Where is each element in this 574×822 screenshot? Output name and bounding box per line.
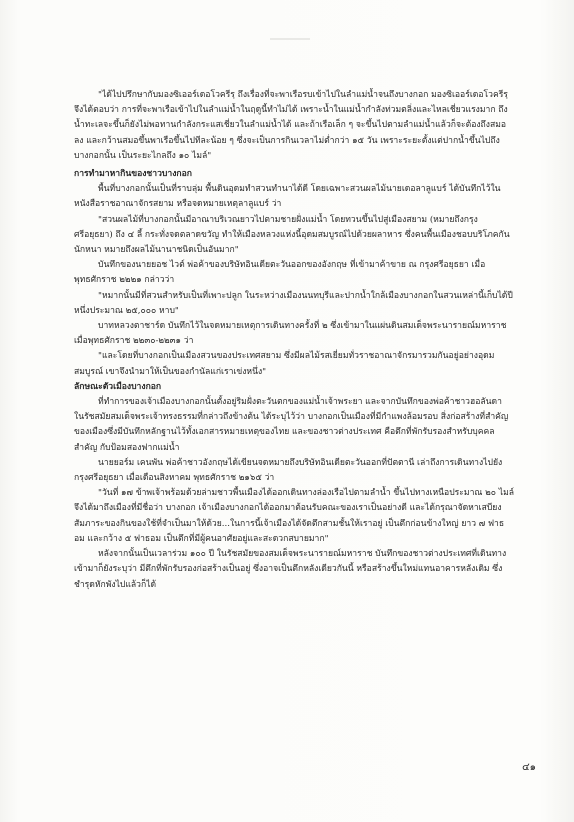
body-paragraph: บันทึกของนายยอช ไวต์ พ่อค้าของบริษัทอินเดียตะวันออกของอังกฤษ ที่เข้ามาค้าขาย ณ กรุงศรีอยุธยา เมื่อพุทธศักราช ๒๒๒๑ กล่าวว่า <box>74 260 486 286</box>
body-paragraph: นายยอร์ม เคนพัน พ่อค้าชาวอังกฤษได้เขียนจดหมายถึงบริษัทอินเดียตะวันออกที่ปัตตานี เล่าถึงการเดินทางไปยังกรุงศรีอยุธยา เมื่อเดือนสิงหาคม พุทธศักราช ๒๑๖๕ ว่า <box>74 457 503 484</box>
section-heading: การทำมาหากินของชาวบางกอก <box>74 169 192 180</box>
page-number: ๔๑ <box>522 762 536 773</box>
scan-artifact <box>270 38 310 40</box>
quote-paragraph: "และโดยที่บางกอกเป็นเมืองสวนของประเทศสยาม ซึ่งมีผลไม้รสเยี่ยมทั่วราชอาณาจักรมารวมกันอยู่อย่างอุดมสมบูรณ์ เขาจึงนำมาให้เป็นของกำนัลแก่เราเข่งหนึ่ง" <box>74 351 495 377</box>
quote-paragraph: "ได้ไปปรึกษากับมองซิเออร์เดอโวครีรฺ ถึงเรื่องที่จะพาเรือรบเข้าไปในลำแม่น้ำจนถึงบางกอก มองซิเออร์เดอโวครีรฺ จึงได้ตอบว่า การที่จะพาเรือเข้าไปในลำแม่น้ำในฤดูนี้ทำไม่ได้ เพราะน้ำในแม่น้ำกำลังท่วมตลิ่งและไหลเชี่ยวแรงมาก ถึงน้ำทะเลจะขึ้นก็ยังไม่พอทานกำลังกระแสเชี่ยวในลำแม่น้ำได้ และถ้าเรือเล็ก ๆ จะขึ้นไปตามลำแม่น้ำแล้วก็จะต้องถึงสมอลง และกว้านสมอขึ้นพาเรือขึ้นไปทีละน้อย ๆ ซึ่งจะเป็นการกินเวลาไม่ต่ำกว่า ๑๕ วัน เพราะระยะตั้งแต่ปากน้ำขึ้นไปถึงบางกอกนั้น เป็นระยะไกลถึง ๑๐ ไมล์" <box>74 90 508 161</box>
document-body <box>74 88 514 593</box>
body-paragraph: หลังจากนั้นเป็นเวลาร่วม ๑๐๐ ปี ในรัชสมัยของสมเด็จพระนารายณ์มหาราช บันทึกของชาวต่างประเทศที่เดินทางเข้ามาก็ยังระบุว่า มีตึกที่พักรับรองก่อสร้างเป็นอยู่ ซึ่งอาจเป็นตึกหลังเดียวกันนี้ หรือสร้างขึ้นใหม่แทนอาคารหลังเดิม ซึ่งชำรุดหักพังไปแล้วก็ได้ <box>74 549 507 590</box>
quote-paragraph: "วันที่ ๑๗ ข้าพเจ้าพร้อมด้วยล่ามชาวพื้นเมืองได้ออกเดินทางล่องเรือไปตามลำน้ำ ขึ้นไปทางเหนือประมาณ ๒๐ ไมล์ จึงได้มาถึงเมืองที่มีชื่อว่า บางกอก เจ้าเมืองบางกอกได้ออกมาต้อนรับคณะของเราเป็นอย่างดี และได้กรุณาจัดหาเสบียงสัมภาระของกินของใช้ที่จำเป็นมาให้ด้วย...ในการนี้เจ้าเมืองได้จัดตึกสามชั้นให้เราอยู่ เป็นตึกก่อนข้างใหญ่ ยาว ๗ ฟาธอม และกว้าง ๕ ฟาธอม เป็นตึกที่มีผู้คนอาศัยอยู่และสะดวกสบายมาก" <box>74 488 514 544</box>
section-heading: ลักษณะตัวเมืองบางกอก <box>74 381 162 392</box>
quote-paragraph: "หมากนั้นมีที่สวนสำหรับเป็นที่เพาะปลูก ในระหว่างเมืองนนทบุรีและปากน้ำใกล้เมืองบางกอกในสวนเหล่านี้เก็บได้ปีหนึ่งประมาณ ๒๕,๐๐๐ หาบ" <box>74 290 513 316</box>
quote-paragraph: "สวนผลไม้ที่บางกอกนั้นมีอาณาบริเวณยาวไปตามชายฝั่งแม่น้ำ โดยทวนขึ้นไปสู่เมืองสยาม (หมายถึงกรุงศรีอยุธยา) ถึง ๔ ลี้ กระทั่งจดตลาดขวัญ ทำให้เมืองหลวงแห่งนี้อุดมสมบูรณ์ไปด้วยผลาหาร ซึ่งคนพื้นเมืองชอบบริโภคกันนักหนา หมายถึงผลไม้นานาชนิดเป็นอันมาก" <box>74 214 510 256</box>
body-paragraph: ที่ทำการของเจ้าเมืองบางกอกนั้นตั้งอยู่ริมฝั่งตะวันตกของแม่น้ำเจ้าพระยา และจากบันทึกของพ่อค้าชาวฮอลันดา ในรัชสมัยสมเด็จพระเจ้าทรงธรรมที่กล่าวถึงข้างต้น ได้ระบุไว้ว่า บางกอกเป็นเมืองที่มีกำแพงล้อมรอบ สิ่งก่อสร้างที่สำคัญของเมืองซึ่งมีบันทึกหลักฐานไว้ทั้งเอกสารหมายเหตุของไทย และของชาวต่างประเทศ คือตึกที่พักรับรองสำหรับบุคคลสำคัญ กับป้อมสองฟากแม่น้ำ <box>74 397 509 453</box>
body-paragraph: พื้นที่บางกอกนั้นเป็นที่ราบลุ่ม พื้นดินอุดมทำสวนทำนาได้ดี โดยเฉพาะสวนผลไม้นายเดอลาลูแบร์ ได้บันทึกไว้ในหนังสือราชอาณาจักรสยาม หรือจดหมายเหตุลาลูแบร์ ว่า <box>74 184 501 210</box>
body-paragraph: บาทหลวงตาชาร์ด บันทึกไว้ในจดหมายเหตุการเดินทางครั้งที่ ๒ ซึ่งเข้ามาในแผ่นดินสมเด็จพระนารายณ์มหาราช เมื่อพุทธศักราช ๒๒๓๐-๒๒๓๑ ว่า <box>74 321 507 347</box>
